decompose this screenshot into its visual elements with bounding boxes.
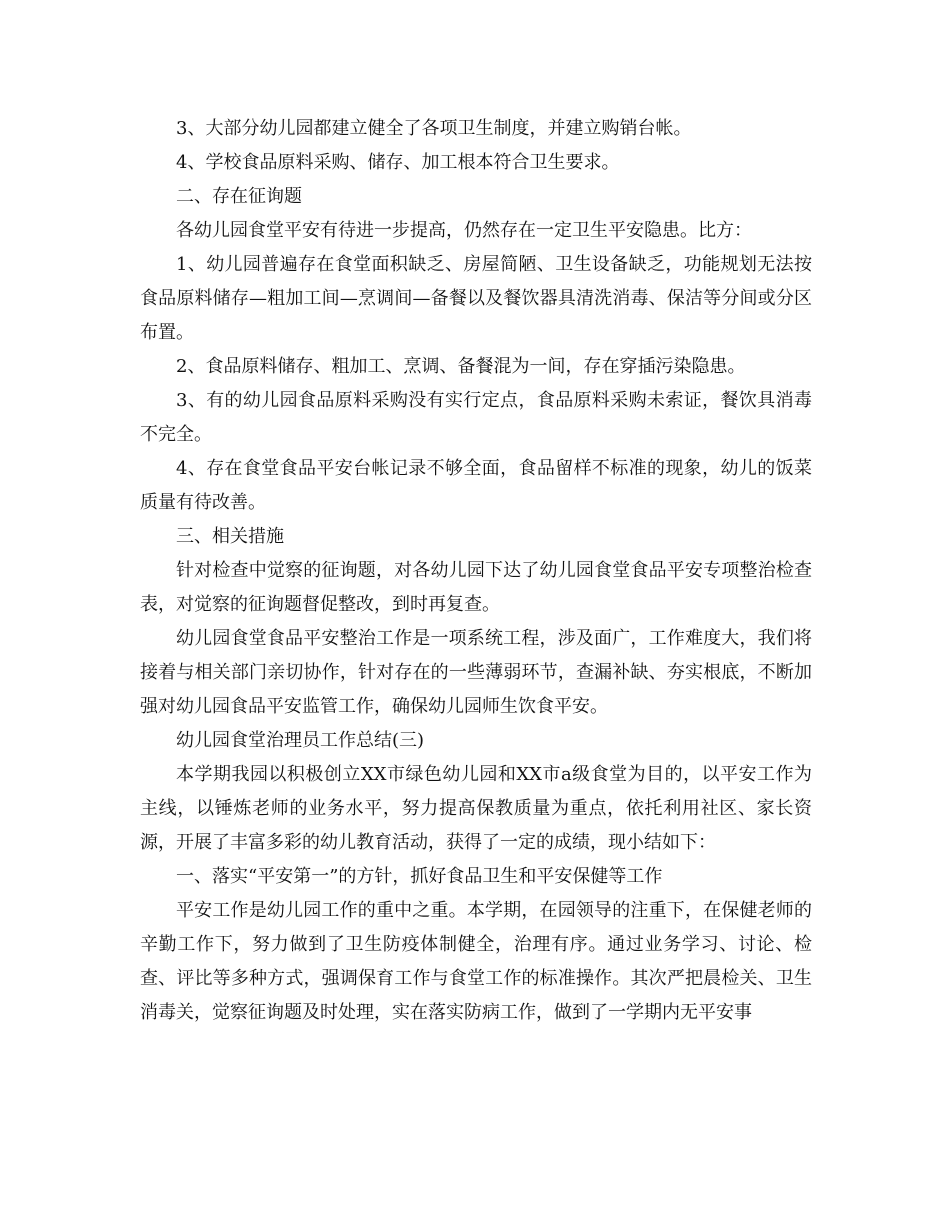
paragraph: 各幼儿园食堂平安有待进一步提高，仍然存在一定卫生平安隐患。比方： bbox=[176, 220, 752, 241]
paragraph: 平安工作是幼儿园工作的重中之重。本学期，在园领导的注重下，在保健老师的辛勤工作下，努力做到了卫生防疫体制健全，治理有序。通过业务学习、讨论、检查、评比等多种方式，强调保育工作与食堂工作的标准操作。其次严把晨检关、卫生消毒关，觉察征询题及时处理，实在落实防病工作，做到了一学期内无平安事 bbox=[140, 900, 812, 1023]
paragraph: 4、学校食品原料采购、储存、加工根本符合卫生要求。 bbox=[176, 152, 620, 173]
section-heading: 一、落实“平安第一”的方针，抓好食品卫生和平安保健等工作 bbox=[176, 866, 663, 887]
paragraph: 幼儿园食堂食品平安整治工作是一项系统工程，涉及面广，工作难度大，我们将接着与相关部门亲切协作，针对存在的一些薄弱环节，查漏补缺、夯实根底，不断加强对幼儿园食品平安监管工作，确保幼儿园师生饮食平安。 bbox=[140, 628, 812, 717]
paragraph: 3、大部分幼儿园都建立健全了各项卫生制度，并建立购销台帐。 bbox=[176, 118, 692, 139]
document-subtitle: 幼儿园食堂治理员工作总结(三) bbox=[176, 730, 425, 751]
paragraph: 本学期我园以积极创立XX市绿色幼儿园和XX市a级食堂为目的，以平安工作为主线，以锤炼老师的业务水平，努力提高保教质量为重点，依托利用社区、家长资源，开展了丰富多彩的幼儿教育活动，获得了一定的成绩，现小结如下： bbox=[140, 764, 812, 853]
paragraph: 针对检查中觉察的征询题，对各幼儿园下达了幼儿园食堂食品平安专项整治检查表，对觉察的征询题督促整改，到时再复查。 bbox=[140, 560, 812, 615]
paragraph: 3、有的幼儿园食品原料采购没有实行定点，食品原料采购未索证，餐饮具消毒不完全。 bbox=[140, 390, 812, 445]
section-heading: 三、相关措施 bbox=[176, 526, 284, 547]
paragraph: 4、存在食堂食品平安台帐记录不够全面，食品留样不标准的现象，幼儿的饭菜质量有待改善。 bbox=[140, 458, 812, 513]
paragraph: 1、幼儿园普遍存在食堂面积缺乏、房屋简陋、卫生设备缺乏，功能规划无法按食品原料储存—粗加工间—烹调间—备餐以及餐饮器具清洗消毒、保洁等分间或分区布置。 bbox=[140, 254, 812, 343]
paragraph: 2、食品原料储存、粗加工、烹调、备餐混为一间，存在穿插污染隐患。 bbox=[176, 356, 746, 377]
document-body bbox=[140, 112, 812, 1030]
section-heading: 二、存在征询题 bbox=[176, 186, 302, 207]
